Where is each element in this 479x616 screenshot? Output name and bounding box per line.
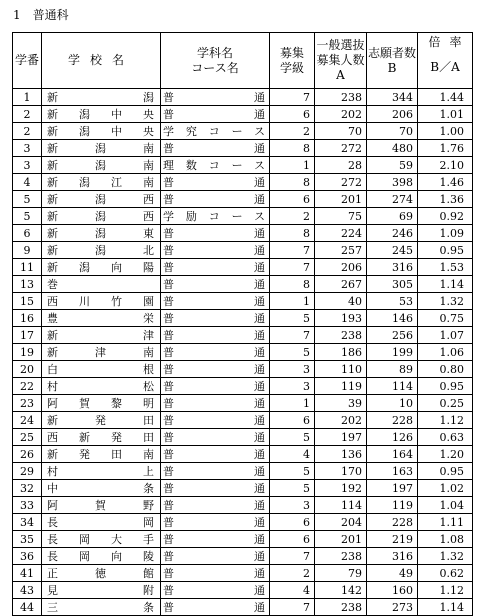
school-number-cell: 1 bbox=[13, 89, 42, 106]
school-number-cell: 32 bbox=[13, 480, 42, 497]
ratio-cell: 1.02 bbox=[418, 480, 473, 497]
school-number-cell: 9 bbox=[13, 242, 42, 259]
school-number-cell: 11 bbox=[13, 259, 42, 276]
classes-cell: 8 bbox=[270, 276, 315, 293]
school-name-cell: 新潟向陽 bbox=[42, 259, 161, 276]
applicants-cell: 305 bbox=[367, 276, 418, 293]
school-number-cell: 35 bbox=[13, 531, 42, 548]
school-name-cell: 新発田 bbox=[42, 412, 161, 429]
applicants-cell: 10 bbox=[367, 395, 418, 412]
classes-cell: 8 bbox=[270, 225, 315, 242]
school-number-cell: 26 bbox=[13, 446, 42, 463]
ratio-cell: 1.14 bbox=[418, 276, 473, 293]
header-applicants-b: 志願者数 B bbox=[367, 33, 418, 89]
school-number-cell: 3 bbox=[13, 140, 42, 157]
capacity-cell: 75 bbox=[315, 208, 367, 225]
table-header-row bbox=[13, 33, 473, 89]
school-number-cell: 23 bbox=[13, 395, 42, 412]
applicants-cell: 160 bbox=[367, 582, 418, 599]
applicants-cell: 206 bbox=[367, 106, 418, 123]
school-number-cell: 15 bbox=[13, 293, 42, 310]
school-number-cell: 22 bbox=[13, 378, 42, 395]
applicants-table bbox=[12, 32, 473, 616]
applicants-cell: 316 bbox=[367, 259, 418, 276]
school-name-cell: 新潟西 bbox=[42, 208, 161, 225]
capacity-cell: 39 bbox=[315, 395, 367, 412]
table-row bbox=[13, 259, 473, 276]
applicants-cell: 316 bbox=[367, 548, 418, 565]
table-row bbox=[13, 174, 473, 191]
capacity-cell: 202 bbox=[315, 106, 367, 123]
capacity-cell: 267 bbox=[315, 276, 367, 293]
school-name-cell: 新潟西 bbox=[42, 191, 161, 208]
course-cell: 普通 bbox=[161, 446, 270, 463]
table-row bbox=[13, 378, 473, 395]
table-row bbox=[13, 582, 473, 599]
table-row bbox=[13, 89, 473, 106]
course-cell: 普通 bbox=[161, 225, 270, 242]
course-cell: 普通 bbox=[161, 293, 270, 310]
ratio-cell: 0.62 bbox=[418, 565, 473, 582]
section-number: 1 bbox=[13, 8, 21, 22]
course-cell: 普通 bbox=[161, 344, 270, 361]
school-name-cell: 西新発田 bbox=[42, 429, 161, 446]
school-name-cell: 新潟南 bbox=[42, 157, 161, 174]
school-name-cell: 長岡 bbox=[42, 514, 161, 531]
school-number-cell: 5 bbox=[13, 208, 42, 225]
school-name-cell: 三条 bbox=[42, 599, 161, 616]
course-cell: 普通 bbox=[161, 497, 270, 514]
school-number-cell: 5 bbox=[13, 191, 42, 208]
capacity-cell: 40 bbox=[315, 293, 367, 310]
table-row bbox=[13, 446, 473, 463]
school-name-cell: 新潟江南 bbox=[42, 174, 161, 191]
ratio-cell: 1.20 bbox=[418, 446, 473, 463]
table-row bbox=[13, 293, 473, 310]
school-name-cell: 中条 bbox=[42, 480, 161, 497]
school-name-cell: 豊栄 bbox=[42, 310, 161, 327]
school-name-cell: 新津 bbox=[42, 327, 161, 344]
capacity-cell: 201 bbox=[315, 531, 367, 548]
school-name-cell: 新潟北 bbox=[42, 242, 161, 259]
capacity-cell: 119 bbox=[315, 378, 367, 395]
ratio-cell: 1.44 bbox=[418, 89, 473, 106]
school-number-cell: 33 bbox=[13, 497, 42, 514]
school-name-cell: 長岡向陵 bbox=[42, 548, 161, 565]
course-cell: 普通 bbox=[161, 565, 270, 582]
course-cell: 普通 bbox=[161, 191, 270, 208]
applicants-cell: 274 bbox=[367, 191, 418, 208]
school-name-cell: 新潟南 bbox=[42, 140, 161, 157]
capacity-cell: 197 bbox=[315, 429, 367, 446]
ratio-cell: 0.80 bbox=[418, 361, 473, 378]
course-cell: 普通 bbox=[161, 582, 270, 599]
school-number-cell: 43 bbox=[13, 582, 42, 599]
classes-cell: 7 bbox=[270, 242, 315, 259]
section-title bbox=[13, 8, 69, 22]
classes-cell: 6 bbox=[270, 514, 315, 531]
capacity-cell: 257 bbox=[315, 242, 367, 259]
header-school-number: 学番 bbox=[13, 33, 42, 89]
course-cell: 普通 bbox=[161, 89, 270, 106]
table-row bbox=[13, 429, 473, 446]
applicants-cell: 69 bbox=[367, 208, 418, 225]
school-name-cell: 村上 bbox=[42, 463, 161, 480]
course-cell: 普通 bbox=[161, 174, 270, 191]
header-capacity-a: 一般選抜 募集人数 A bbox=[315, 33, 367, 89]
capacity-cell: 272 bbox=[315, 140, 367, 157]
applicants-cell: 89 bbox=[367, 361, 418, 378]
applicants-cell: 164 bbox=[367, 446, 418, 463]
capacity-cell: 193 bbox=[315, 310, 367, 327]
applicants-cell: 197 bbox=[367, 480, 418, 497]
classes-cell: 8 bbox=[270, 174, 315, 191]
school-number-cell: 41 bbox=[13, 565, 42, 582]
header-ratio: 倍 率 B／A bbox=[418, 33, 473, 89]
classes-cell: 7 bbox=[270, 259, 315, 276]
applicants-cell: 228 bbox=[367, 412, 418, 429]
table-row bbox=[13, 276, 473, 293]
applicants-cell: 228 bbox=[367, 514, 418, 531]
classes-cell: 5 bbox=[270, 310, 315, 327]
table-row bbox=[13, 225, 473, 242]
ratio-cell: 0.75 bbox=[418, 310, 473, 327]
table-row bbox=[13, 361, 473, 378]
school-number-cell: 2 bbox=[13, 123, 42, 140]
table-row bbox=[13, 480, 473, 497]
course-cell: 普通 bbox=[161, 514, 270, 531]
table-row bbox=[13, 344, 473, 361]
applicants-cell: 53 bbox=[367, 293, 418, 310]
course-cell: 普通 bbox=[161, 242, 270, 259]
school-name-cell: 西川竹園 bbox=[42, 293, 161, 310]
capacity-cell: 201 bbox=[315, 191, 367, 208]
ratio-cell: 1.53 bbox=[418, 259, 473, 276]
capacity-cell: 206 bbox=[315, 259, 367, 276]
classes-cell: 1 bbox=[270, 157, 315, 174]
capacity-cell: 170 bbox=[315, 463, 367, 480]
capacity-cell: 202 bbox=[315, 412, 367, 429]
ratio-cell: 1.11 bbox=[418, 514, 473, 531]
course-cell: 学究コース bbox=[161, 123, 270, 140]
capacity-cell: 79 bbox=[315, 565, 367, 582]
school-name-cell: 新潟 bbox=[42, 89, 161, 106]
school-name-cell: 新発田南 bbox=[42, 446, 161, 463]
applicants-cell: 49 bbox=[367, 565, 418, 582]
school-number-cell: 36 bbox=[13, 548, 42, 565]
classes-cell: 8 bbox=[270, 140, 315, 157]
ratio-cell: 1.46 bbox=[418, 174, 473, 191]
course-cell: 普通 bbox=[161, 378, 270, 395]
table-row bbox=[13, 157, 473, 174]
school-number-cell: 13 bbox=[13, 276, 42, 293]
classes-cell: 7 bbox=[270, 89, 315, 106]
capacity-cell: 204 bbox=[315, 514, 367, 531]
capacity-cell: 28 bbox=[315, 157, 367, 174]
school-name-cell: 新津南 bbox=[42, 344, 161, 361]
school-name-cell: 阿賀野 bbox=[42, 497, 161, 514]
applicants-cell: 398 bbox=[367, 174, 418, 191]
school-name-cell: 正徳館 bbox=[42, 565, 161, 582]
classes-cell: 1 bbox=[270, 395, 315, 412]
school-number-cell: 29 bbox=[13, 463, 42, 480]
school-number-cell: 2 bbox=[13, 106, 42, 123]
ratio-cell: 1.04 bbox=[418, 497, 473, 514]
ratio-cell: 1.36 bbox=[418, 191, 473, 208]
classes-cell: 5 bbox=[270, 463, 315, 480]
course-cell: 普通 bbox=[161, 106, 270, 123]
school-name-cell: 新潟東 bbox=[42, 225, 161, 242]
capacity-cell: 70 bbox=[315, 123, 367, 140]
applicants-cell: 246 bbox=[367, 225, 418, 242]
school-name-cell: 巻 bbox=[42, 276, 161, 293]
school-number-cell: 24 bbox=[13, 412, 42, 429]
school-number-cell: 25 bbox=[13, 429, 42, 446]
school-number-cell: 19 bbox=[13, 344, 42, 361]
classes-cell: 5 bbox=[270, 429, 315, 446]
table-row bbox=[13, 514, 473, 531]
table-row bbox=[13, 497, 473, 514]
table-row bbox=[13, 463, 473, 480]
course-cell: 普通 bbox=[161, 531, 270, 548]
table-row bbox=[13, 106, 473, 123]
table-row bbox=[13, 412, 473, 429]
ratio-cell: 1.09 bbox=[418, 225, 473, 242]
school-number-cell: 20 bbox=[13, 361, 42, 378]
classes-cell: 6 bbox=[270, 412, 315, 429]
capacity-cell: 192 bbox=[315, 480, 367, 497]
ratio-cell: 1.08 bbox=[418, 531, 473, 548]
applicants-cell: 344 bbox=[367, 89, 418, 106]
school-number-cell: 34 bbox=[13, 514, 42, 531]
capacity-cell: 142 bbox=[315, 582, 367, 599]
applicants-cell: 199 bbox=[367, 344, 418, 361]
ratio-cell: 1.14 bbox=[418, 599, 473, 616]
ratio-cell: 0.95 bbox=[418, 378, 473, 395]
course-cell: 普通 bbox=[161, 259, 270, 276]
ratio-cell: 1.32 bbox=[418, 548, 473, 565]
table-frame bbox=[12, 32, 472, 614]
ratio-cell: 2.10 bbox=[418, 157, 473, 174]
school-number-cell: 3 bbox=[13, 157, 42, 174]
school-name-cell: 白根 bbox=[42, 361, 161, 378]
header-school-name: 学校名 bbox=[42, 33, 161, 89]
school-name-cell: 村松 bbox=[42, 378, 161, 395]
course-cell: 普通 bbox=[161, 599, 270, 616]
capacity-cell: 272 bbox=[315, 174, 367, 191]
applicants-cell: 59 bbox=[367, 157, 418, 174]
classes-cell: 4 bbox=[270, 582, 315, 599]
applicants-cell: 119 bbox=[367, 497, 418, 514]
ratio-cell: 1.07 bbox=[418, 327, 473, 344]
school-number-cell: 17 bbox=[13, 327, 42, 344]
school-name-cell: 新潟中央 bbox=[42, 106, 161, 123]
classes-cell: 2 bbox=[270, 123, 315, 140]
classes-cell: 7 bbox=[270, 548, 315, 565]
ratio-cell: 0.25 bbox=[418, 395, 473, 412]
table-row bbox=[13, 242, 473, 259]
ratio-cell: 1.12 bbox=[418, 412, 473, 429]
capacity-cell: 110 bbox=[315, 361, 367, 378]
course-cell: 普通 bbox=[161, 412, 270, 429]
school-name-cell: 新潟中央 bbox=[42, 123, 161, 140]
classes-cell: 2 bbox=[270, 565, 315, 582]
ratio-cell: 1.32 bbox=[418, 293, 473, 310]
course-cell: 普通 bbox=[161, 480, 270, 497]
capacity-cell: 238 bbox=[315, 327, 367, 344]
classes-cell: 6 bbox=[270, 531, 315, 548]
course-cell: 普通 bbox=[161, 327, 270, 344]
table-row bbox=[13, 565, 473, 582]
course-cell: 普通 bbox=[161, 276, 270, 293]
classes-cell: 4 bbox=[270, 446, 315, 463]
section-name: 普通科 bbox=[32, 8, 69, 22]
school-number-cell: 16 bbox=[13, 310, 42, 327]
ratio-cell: 0.92 bbox=[418, 208, 473, 225]
classes-cell: 3 bbox=[270, 378, 315, 395]
capacity-cell: 238 bbox=[315, 89, 367, 106]
table-row bbox=[13, 123, 473, 140]
applicants-cell: 70 bbox=[367, 123, 418, 140]
header-classes: 募集 学級 bbox=[270, 33, 315, 89]
school-name-cell: 見附 bbox=[42, 582, 161, 599]
course-cell: 普通 bbox=[161, 548, 270, 565]
table-row bbox=[13, 310, 473, 327]
capacity-cell: 186 bbox=[315, 344, 367, 361]
classes-cell: 5 bbox=[270, 344, 315, 361]
classes-cell: 3 bbox=[270, 497, 315, 514]
ratio-cell: 1.12 bbox=[418, 582, 473, 599]
ratio-cell: 1.01 bbox=[418, 106, 473, 123]
school-number-cell: 6 bbox=[13, 225, 42, 242]
ratio-cell: 1.06 bbox=[418, 344, 473, 361]
table-row bbox=[13, 327, 473, 344]
capacity-cell: 136 bbox=[315, 446, 367, 463]
ratio-cell: 0.95 bbox=[418, 242, 473, 259]
ratio-cell: 1.00 bbox=[418, 123, 473, 140]
capacity-cell: 238 bbox=[315, 548, 367, 565]
capacity-cell: 238 bbox=[315, 599, 367, 616]
capacity-cell: 224 bbox=[315, 225, 367, 242]
classes-cell: 5 bbox=[270, 480, 315, 497]
classes-cell: 7 bbox=[270, 327, 315, 344]
classes-cell: 6 bbox=[270, 191, 315, 208]
table-body bbox=[13, 89, 473, 616]
table-row bbox=[13, 191, 473, 208]
applicants-cell: 219 bbox=[367, 531, 418, 548]
applicants-cell: 146 bbox=[367, 310, 418, 327]
classes-cell: 6 bbox=[270, 106, 315, 123]
applicants-cell: 126 bbox=[367, 429, 418, 446]
course-cell: 普通 bbox=[161, 140, 270, 157]
table-row bbox=[13, 599, 473, 616]
ratio-cell: 1.76 bbox=[418, 140, 473, 157]
classes-cell: 3 bbox=[270, 361, 315, 378]
table-row bbox=[13, 140, 473, 157]
applicants-cell: 245 bbox=[367, 242, 418, 259]
school-number-cell: 44 bbox=[13, 599, 42, 616]
course-cell: 学励コース bbox=[161, 208, 270, 225]
table-row bbox=[13, 208, 473, 225]
applicants-cell: 273 bbox=[367, 599, 418, 616]
course-cell: 普通 bbox=[161, 361, 270, 378]
school-name-cell: 阿賀黎明 bbox=[42, 395, 161, 412]
header-course: 学科名 コース名 bbox=[161, 33, 270, 89]
school-number-cell: 4 bbox=[13, 174, 42, 191]
applicants-cell: 256 bbox=[367, 327, 418, 344]
classes-cell: 1 bbox=[270, 293, 315, 310]
table-row bbox=[13, 395, 473, 412]
course-cell: 普通 bbox=[161, 310, 270, 327]
course-cell: 普通 bbox=[161, 463, 270, 480]
course-cell: 理数コース bbox=[161, 157, 270, 174]
table-row bbox=[13, 531, 473, 548]
course-cell: 普通 bbox=[161, 429, 270, 446]
capacity-cell: 114 bbox=[315, 497, 367, 514]
ratio-cell: 0.63 bbox=[418, 429, 473, 446]
ratio-cell: 0.95 bbox=[418, 463, 473, 480]
classes-cell: 2 bbox=[270, 208, 315, 225]
classes-cell: 7 bbox=[270, 599, 315, 616]
applicants-cell: 114 bbox=[367, 378, 418, 395]
course-cell: 普通 bbox=[161, 395, 270, 412]
applicants-cell: 480 bbox=[367, 140, 418, 157]
school-name-cell: 長岡大手 bbox=[42, 531, 161, 548]
applicants-cell: 163 bbox=[367, 463, 418, 480]
table-row bbox=[13, 548, 473, 565]
